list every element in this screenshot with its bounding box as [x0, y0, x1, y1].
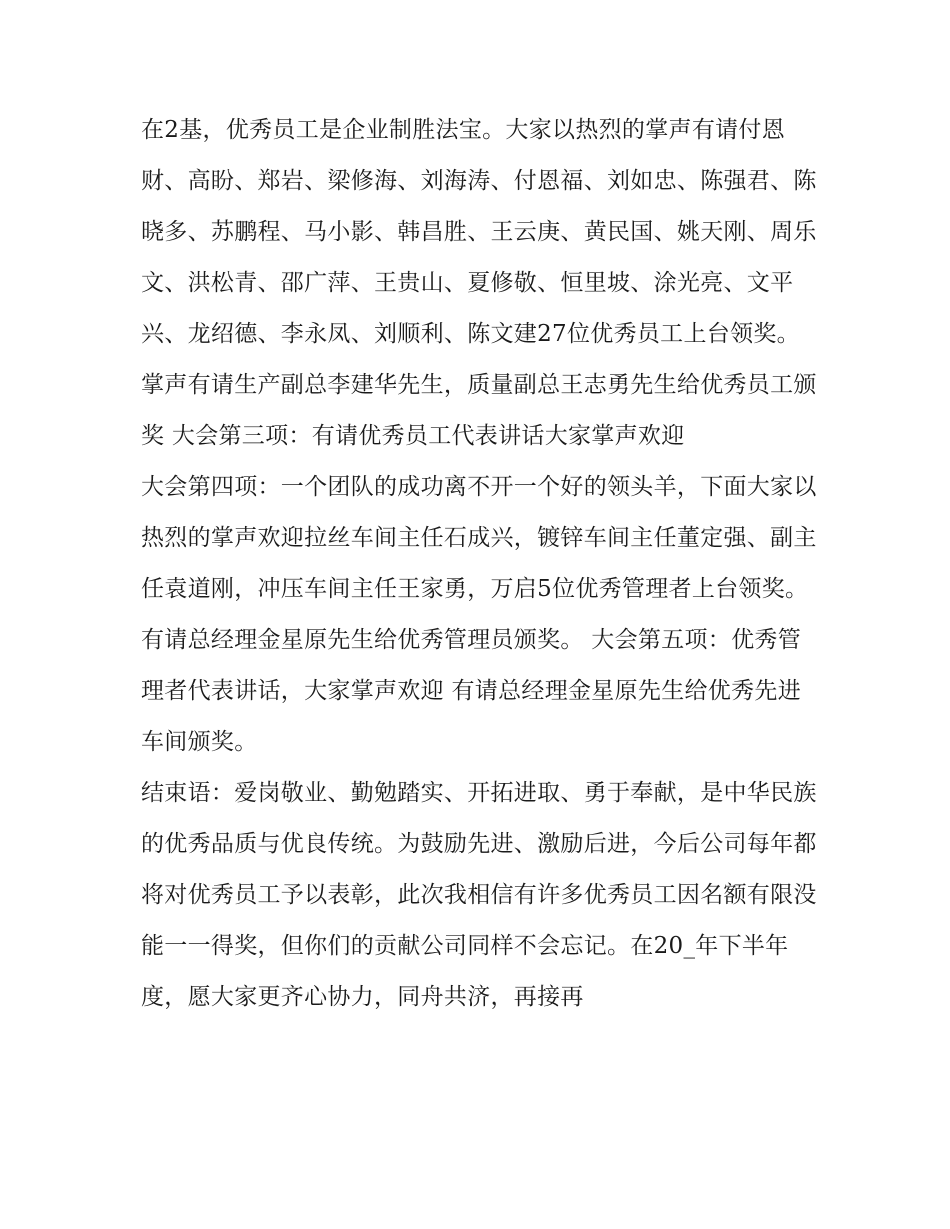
paragraph-outstanding-employees: 在2基，优秀员工是企业制胜法宝。大家以热烈的掌声有请付恩财、高盼、郑岩、梁修海、刘海涛、付恩福、刘如忠、陈强君、陈晓多、苏鹏程、马小影、韩昌胜、王云庚、黄民国、姚天刚、周乐文、洪松青、邵广萍、王贵山、夏修敬、恒里坡、涂光亮、文平兴、龙绍德、李永凤、刘顺利、陈文建27位优秀员工上台领奖。 — [141, 117, 817, 347]
paragraph-item-five-manager-speech: 有请总经理金星原先生给优秀管理员颁奖。 大会第五项：优秀管理者代表讲话，大家掌声欢迎 有请总经理金星原先生给优秀先进车间颁奖。 — [141, 627, 802, 755]
paragraph-employee-award-presenters: 掌声有请生产副总李建华先生，质量副总王志勇先生给优秀员工颁奖 大会第三项：有请优秀员工代表讲话大家掌声欢迎 — [141, 372, 817, 449]
paragraph-closing-remarks: 结束语：爱岗敬业、勤勉踏实、开拓进取、勇于奉献，是中华民族的优秀品质与优良传统。为鼓励先进、激励后进，今后公司每年都将对优秀员工予以表彰，此次我相信有许多优秀员工因名额有限没能一一得奖，但你们的贡献公司同样不会忘记。在20_年下半年度，愿大家更齐心协力，同舟共济，再接再 — [141, 780, 817, 1010]
paragraph-item-four-managers: 大会第四项：一个团队的成功离不开一个好的领头羊，下面大家以热烈的掌声欢迎拉丝车间主任石成兴，镀锌车间主任董定强、副主任袁道刚，冲压车间主任王家勇，万启5位优秀管理者上台领奖。 — [141, 474, 817, 602]
document-body — [141, 105, 821, 1023]
